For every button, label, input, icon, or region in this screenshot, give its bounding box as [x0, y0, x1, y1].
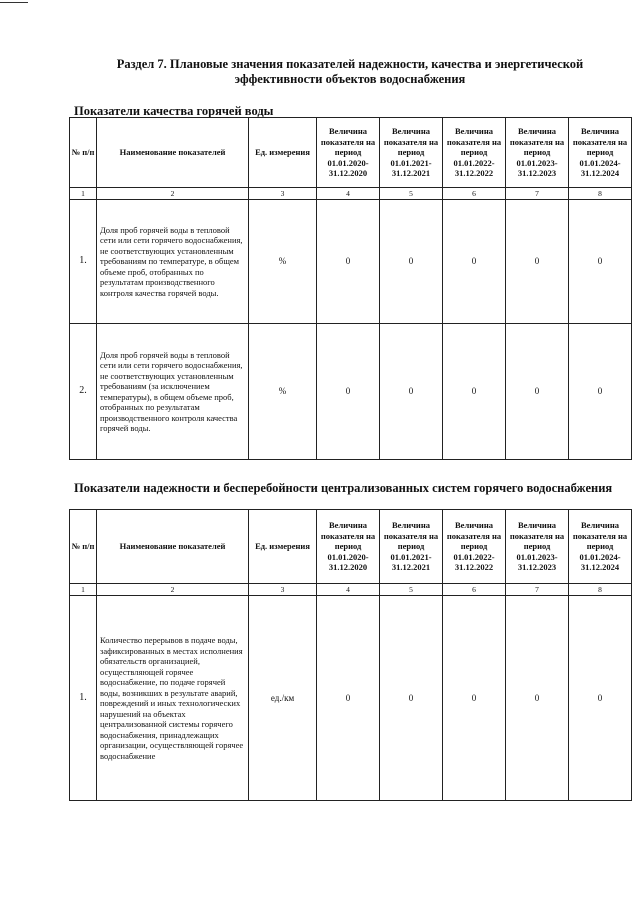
value-2022: 0 [443, 596, 506, 801]
header-period-2023: Величина показателя на период 01.01.2023-31.12.2023 [506, 510, 569, 584]
index-cell: 2 [97, 188, 249, 200]
hot-water-reliability-table [69, 509, 632, 801]
corner-scan-mark [0, 2, 28, 3]
value-2020: 0 [317, 200, 380, 324]
hot-water-quality-table [69, 117, 632, 460]
table2-heading: Показатели надежности и бесперебойности централизованных систем горячего водоснабжения [74, 481, 613, 495]
index-cell: 3 [249, 584, 317, 596]
header-unit: Ед. измерения [249, 510, 317, 584]
row-number: 1. [70, 596, 97, 801]
row-number: 2. [70, 324, 97, 460]
index-cell: 5 [380, 188, 443, 200]
header-period-2020: Величина показателя на период 01.01.2020-31.12.2020 [317, 510, 380, 584]
index-cell: 3 [249, 188, 317, 200]
index-cell: 1 [70, 188, 97, 200]
header-period-2024: Величина показателя на период 01.01.2024-31.12.2024 [569, 118, 632, 188]
unit-cell: % [249, 200, 317, 324]
index-cell: 1 [70, 584, 97, 596]
value-2021: 0 [380, 324, 443, 460]
index-cell: 4 [317, 584, 380, 596]
header-name: Наименование показателей [97, 118, 249, 188]
table1-header-row [70, 118, 632, 188]
index-cell: 5 [380, 584, 443, 596]
header-period-2021: Величина показателя на период 01.01.2021-31.12.2021 [380, 118, 443, 188]
index-cell: 6 [443, 584, 506, 596]
unit-cell: ед./км [249, 596, 317, 801]
table1-index-row [70, 188, 632, 200]
value-2024: 0 [569, 324, 632, 460]
section-title-line-2: эффективности объектов водоснабжения [234, 72, 466, 86]
table-row [70, 324, 632, 460]
table-row [70, 596, 632, 801]
value-2024: 0 [569, 200, 632, 324]
header-period-2021: Величина показателя на период 01.01.2021-31.12.2021 [380, 510, 443, 584]
index-cell: 7 [506, 188, 569, 200]
value-2020: 0 [317, 324, 380, 460]
index-cell: 4 [317, 188, 380, 200]
header-name: Наименование показателей [97, 510, 249, 584]
section-title [90, 57, 610, 87]
value-2022: 0 [443, 200, 506, 324]
header-no: № п/п [70, 510, 97, 584]
header-period-2020: Величина показателя на период 01.01.2020-31.12.2020 [317, 118, 380, 188]
value-2023: 0 [506, 596, 569, 801]
header-period-2023: Величина показателя на период 01.01.2023-31.12.2023 [506, 118, 569, 188]
section-title-line-1: Раздел 7. Плановые значения показателей надежности, качества и энергетической [116, 57, 584, 71]
indicator-name: Доля проб горячей воды в тепловой сети или сети горячего водоснабжения, не соответствующих установленным требованиям по температуре, в общем объеме проб, отобранных по результатам производственного контроля качества горячей воды. [97, 200, 249, 324]
header-period-2022: Величина показателя на период 01.01.2022-31.12.2022 [443, 510, 506, 584]
header-period-2022: Величина показателя на период 01.01.2022-31.12.2022 [443, 118, 506, 188]
table2-index-row [70, 584, 632, 596]
unit-cell: % [249, 324, 317, 460]
value-2024: 0 [569, 596, 632, 801]
header-unit: Ед. измерения [249, 118, 317, 188]
index-cell: 2 [97, 584, 249, 596]
index-cell: 7 [506, 584, 569, 596]
value-2021: 0 [380, 596, 443, 801]
value-2020: 0 [317, 596, 380, 801]
table2-header-row [70, 510, 632, 584]
indicator-name: Доля проб горячей воды в тепловой сети или сети горячего водоснабжения, не соответствующих установленным требованиям (за исключением температуры), в общем объеме проб, отобранных по результатам производственного контроля качества горячей воды. [97, 324, 249, 460]
value-2022: 0 [443, 324, 506, 460]
index-cell: 8 [569, 584, 632, 596]
header-period-2024: Величина показателя на период 01.01.2024-31.12.2024 [569, 510, 632, 584]
table1-heading: Показатели качества горячей воды [74, 104, 274, 118]
indicator-name: Количество перерывов в подаче воды, зафиксированных в местах исполнения обязательств организацией, осуществляющей горячее водоснабжение, по подаче горячей воды, возникших в результате аварий, повреждений и иных технологических нарушений на объектах централизованной системы горячего водоснабжения, принадлежащих организации, осуществляющей горячее водоснабжение [97, 596, 249, 801]
row-number: 1. [70, 200, 97, 324]
value-2021: 0 [380, 200, 443, 324]
table-row [70, 200, 632, 324]
index-cell: 8 [569, 188, 632, 200]
header-no: № п/п [70, 118, 97, 188]
value-2023: 0 [506, 200, 569, 324]
value-2023: 0 [506, 324, 569, 460]
index-cell: 6 [443, 188, 506, 200]
